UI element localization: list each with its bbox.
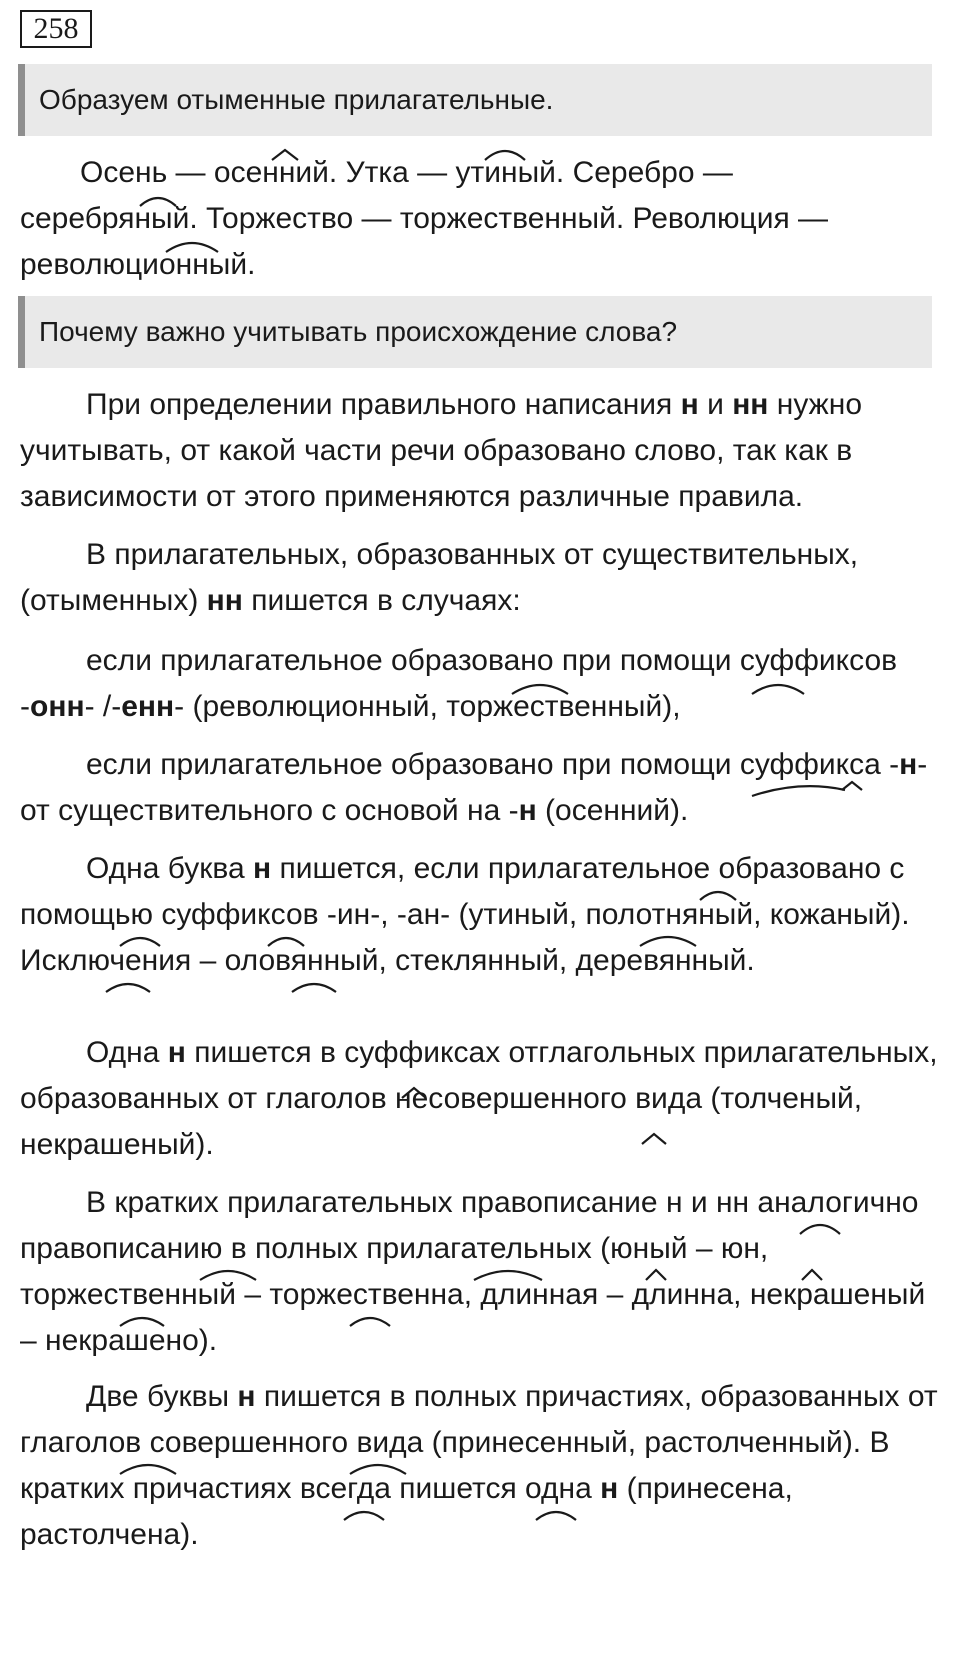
text-run: пишется в полных причастиях, образованных от глаголов совершенного вида (принесенный, растолченный). В кратких причастиях всегда пишется одна xyxy=(20,1380,938,1505)
text-run: пишется в случаях: xyxy=(242,584,521,617)
text-run: нужно учитывать, от какой части речи образовано слово, так как в зависимости от этого применяются различные правила. xyxy=(20,388,862,513)
text-run: Две буквы xyxy=(86,1380,238,1413)
paragraph-nn-cases xyxy=(20,532,940,624)
task-number: 258 xyxy=(20,10,92,48)
question-1-text: Образуем отыменные прилагательные. xyxy=(39,84,554,115)
text-run: При определении правильного написания xyxy=(86,388,681,421)
text-run: В прилагательных, образованных от существительных, (отыменных) xyxy=(20,538,859,617)
text-run: пишется, если прилагательное образовано с помощью суффиксов -ин-, -ан- (утиный, полотняный, кожаный). Исключения – оловянный, стеклянный, деревянный. xyxy=(20,852,910,977)
text-run: Одна буква xyxy=(86,852,254,885)
bold-letter: н xyxy=(167,1036,186,1069)
text-run: (принесена, растолчена). xyxy=(20,1472,793,1551)
question-bar-2 xyxy=(18,296,932,368)
text-run: если прилагательное образовано при помощи суффиксов - xyxy=(20,644,898,723)
text-run: Одна xyxy=(86,1036,168,1069)
question-2-text: Почему важно учитывать происхождение слова? xyxy=(39,316,678,347)
bold-letter: нн xyxy=(732,388,769,421)
bold-letter: енн xyxy=(121,690,175,723)
answer-1-line-3: революционный. xyxy=(20,248,256,281)
text-run: В кратких прилагательных правописание н и нн аналогично правописанию в полных прилагательных (юный – юн, торжественный – торжественна, длинная – длинна, некрашеный – некрашено). xyxy=(20,1186,926,1357)
paragraph-single-n xyxy=(20,846,940,984)
paragraph-participles xyxy=(20,1374,940,1558)
text-run: пишется в суффиксах отглагольных прилагательных, образованных от глаголов несовершенного вида (толченый, некрашеный). xyxy=(20,1036,938,1161)
text-run: если прилагательное образовано при помощи суффикса - xyxy=(86,748,900,781)
bold-letter: н xyxy=(899,748,918,781)
paragraph-verbal-adjectives xyxy=(20,1030,940,1168)
bold-letter: нн xyxy=(206,584,243,617)
text-run: - (революционный, торжественный), xyxy=(174,690,681,723)
bold-letter: н xyxy=(518,794,537,827)
text-run: - /- xyxy=(84,690,122,723)
text-run: (осенний). xyxy=(536,794,689,827)
text-run: и xyxy=(698,388,733,421)
bold-letter: н xyxy=(237,1380,256,1413)
paragraph-rule-intro xyxy=(20,382,940,520)
paragraph-n-stem xyxy=(20,742,940,834)
suffix-arc xyxy=(106,984,150,992)
bold-letter: н xyxy=(600,1472,619,1505)
text-run: - от существительного с основой на - xyxy=(20,748,928,827)
question-bar-1 xyxy=(18,64,932,136)
bold-letter: н xyxy=(680,388,699,421)
answer-1-line-1: Осень — осенний. Утка — утиный. Серебро — xyxy=(80,156,733,189)
paragraph-onn-enn xyxy=(20,638,940,730)
bold-letter: онн xyxy=(30,690,85,723)
suffix-arc xyxy=(292,984,336,992)
bold-letter: н xyxy=(253,852,272,885)
paragraph-short-adjectives xyxy=(20,1180,940,1364)
answer-1-line-2: серебряный. Торжество — торжественный. Революция — xyxy=(20,202,829,235)
